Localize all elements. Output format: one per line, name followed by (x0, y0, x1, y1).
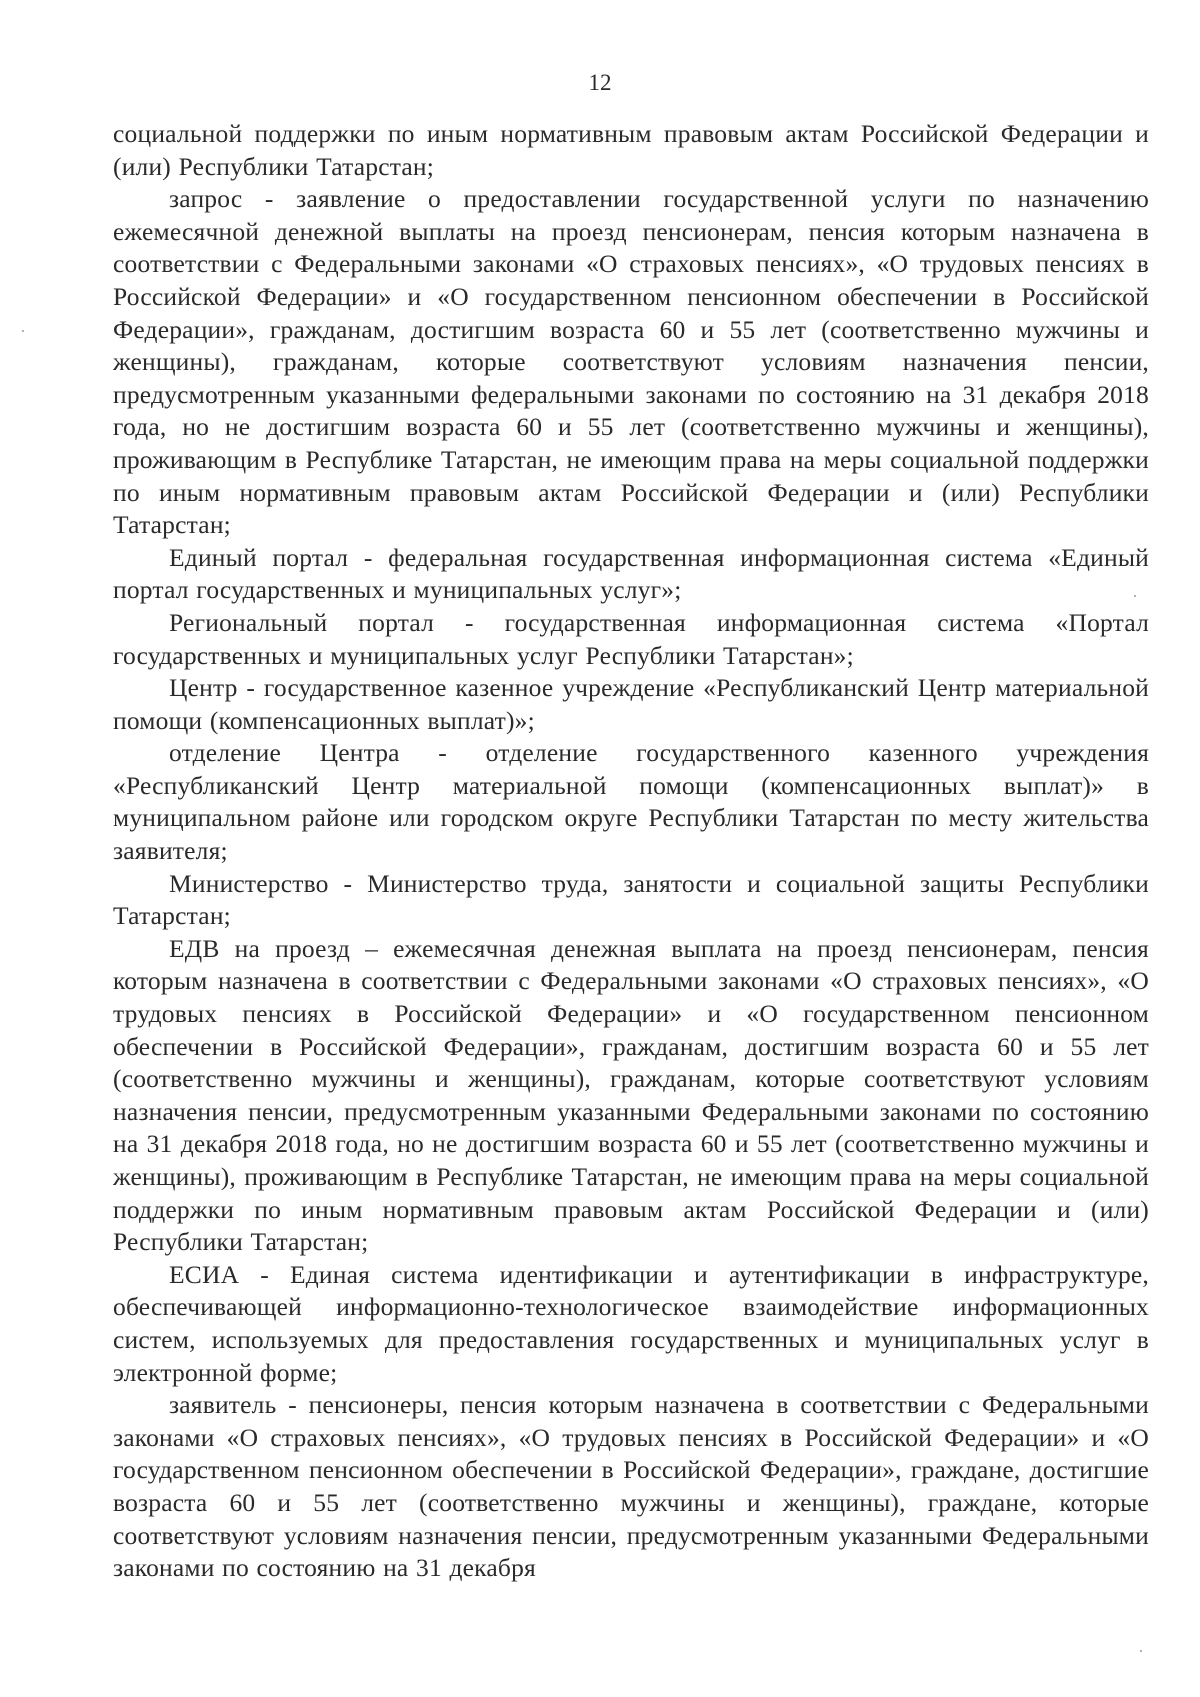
paragraph-definition-esia: ЕСИА - Единая система идентификации и аутентификации в инфраструктуре, обеспечивающей информационно-технологическое взаимодействие информационных систем, используемых для предоставления государственных и муниципальных услуг в электронной форме; (113, 1259, 1149, 1387)
paragraph-definition-zapros: запрос - заявление о предоставлении государственной услуги по назначению ежемесячной денежной выплаты на проезд пенсионерам, пенсия которым назначена в соответствии с Федеральными законами «О страховых пенсиях», «О трудовых пенсиях в Российской Федерации» и «О государственном пенсионном обеспечении в Российской Федерации», гражданам, достигшим возраста 60 и 55 лет (соответственно мужчины и женщины), гражданам, которые соответствуют условиям назначения пенсии, предусмотренным указанными федеральными законами по состоянию на 31 декабря 2018 года, но не достигшим возраста 60 и 55 лет (соответственно мужчины и женщины), проживающим в Республике Татарстан, не имеющим права на меры социальной поддержки по иным нормативным правовым актам Российской Федерации и (или) Республики Татарстан; (113, 184, 1149, 540)
paragraph-definition-edinyi-portal: Единый портал - федеральная государственная информационная система «Единый портал государственных и муниципальных услуг»; (113, 542, 1149, 605)
paragraph-definition-regionalnyi-portal: Региональный портал - государственная информационная система «Портал государственных и муниципальных услуг Республики Татарстан»; (113, 607, 1149, 670)
paragraph-definition-zayavitel: заявитель - пенсионеры, пенсия которым назначена в соответствии с Федеральными законами «О страховых пенсиях», «О трудовых пенсиях в Российской Федерации» и «О государственном пенсионном обеспечении в Российской Федерации», граждане, достигшие возраста 60 и 55 лет (соответственно мужчины и женщины), граждане, которые соответствуют условиям назначения пенсии, предусмотренным указанными Федеральными законами по состоянию на 31 декабря (113, 1390, 1149, 1583)
paragraph-definition-otdelenie-centra: отделение Центра - отделение государственного казенного учреждения «Республиканский Центр материальной помощи (компенсационных выплат)» в муниципальном районе или городском округе Республики Татарстан по месту жительства заявителя; (113, 738, 1149, 866)
page-number: 12 (588, 70, 612, 95)
scan-speck (1140, 1650, 1142, 1652)
document-body (113, 118, 1149, 1585)
scan-speck (22, 330, 24, 332)
paragraph-continuation: социальной поддержки по иным нормативным правовым актам Российской Федерации и (или) Республики Татарстан; (113, 119, 1149, 181)
scan-speck (1134, 595, 1136, 597)
paragraph-definition-ministerstvo: Министерство - Министерство труда, занятости и социальной защиты Республики Татарстан; (113, 868, 1149, 931)
paragraph-definition-edv: ЕДВ на проезд – ежемесячная денежная выплата на проезд пенсионерам, пенсия которым назначена в соответствии с Федеральными законами «О страховых пенсиях», «О трудовых пенсиях в Российской Федерации» и «О государственном пенсионном обеспечении в Российской Федерации», гражданам, достигшим возраста 60 и 55 лет (соответственно мужчины и женщины), гражданам, которые соответствуют условиям назначения пенсии, предусмотренным указанными Федеральными законами по состоянию на 31 декабря 2018 года, но не достигшим возраста 60 и 55 лет (соответственно мужчины и женщины), проживающим в Республике Татарстан, не имеющим права на меры социальной поддержки по иным нормативным правовым актам Российской Федерации и (или) Республики Татарстан; (113, 933, 1149, 1257)
paragraph-definition-centr: Центр - государственное казенное учреждение «Республиканский Центр материальной помощи (компенсационных выплат)»; (113, 673, 1149, 735)
